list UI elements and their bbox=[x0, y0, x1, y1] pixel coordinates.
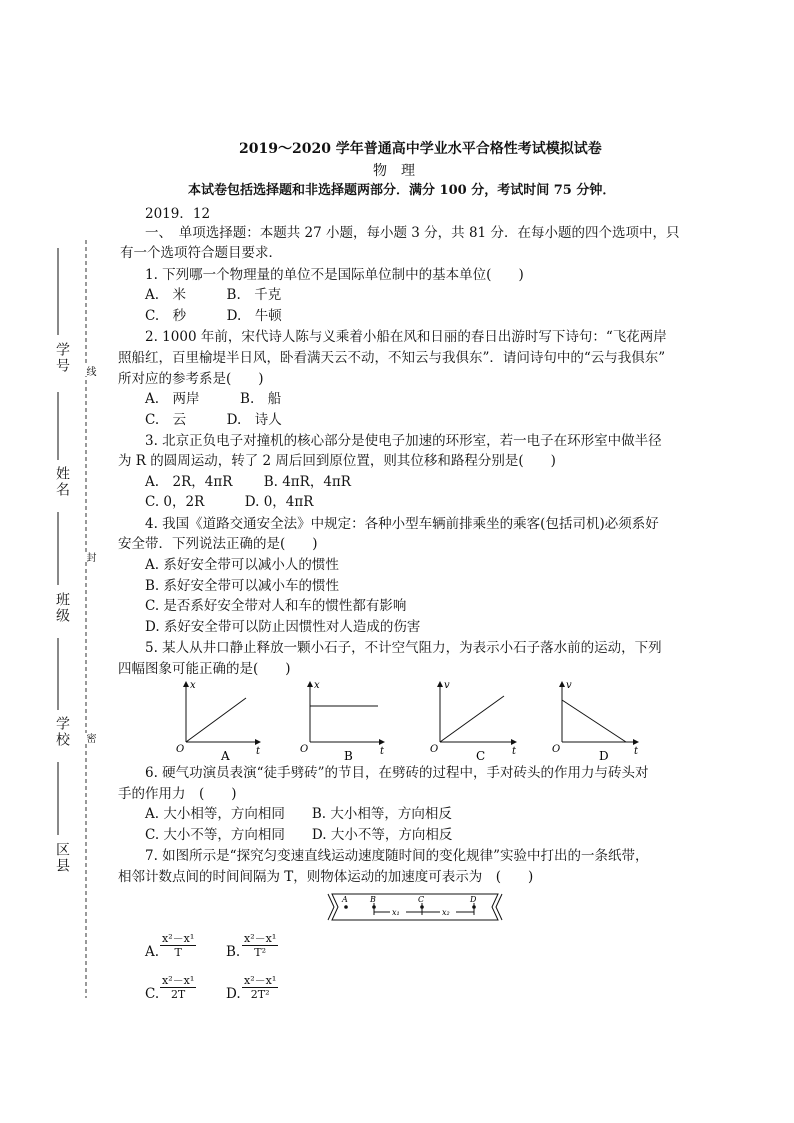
q5-graph-d-ylabel: v bbox=[566, 680, 572, 691]
q5-graph-b-label: B bbox=[344, 749, 353, 763]
exam-instructions: 本试卷包括选择题和非选择题两部分．满分 100 分，考试时间 75 分钟． bbox=[188, 183, 616, 198]
q7-tape-point-a bbox=[344, 905, 348, 909]
seal-mark-line: 线 bbox=[84, 366, 95, 376]
q1-options-cd: C. 秒 D. 牛顿 bbox=[145, 308, 282, 324]
seal-mark-secret: 密 bbox=[84, 733, 95, 743]
q5-graph-c bbox=[430, 680, 517, 763]
q5-graph-c-ylabel: v bbox=[444, 680, 450, 691]
q7-option-d-letter: D. bbox=[226, 986, 241, 1002]
q3-stem-2: 为 R 的圆周运动，转了 2 周后回到原位置，则其位移和路程分别是( ) bbox=[118, 453, 556, 469]
q4-option-a: A. 系好安全带可以减小人的惯性 bbox=[145, 557, 339, 573]
q5-stem-2: 四幅图象可能正确的是( ) bbox=[118, 661, 291, 677]
section1-heading: 一、 单项选择题：本题共 27 小题，每小题 3 分，共 81 分．在每小题的四个选项中，只 bbox=[145, 225, 680, 241]
q7-option-c-letter: C. bbox=[145, 986, 160, 1002]
q5-graph-c-label: C bbox=[476, 749, 486, 763]
q5-graph-d-line bbox=[562, 700, 626, 742]
class-label: 班级 bbox=[54, 592, 70, 624]
q7-option-c-fraction bbox=[160, 974, 196, 1001]
q7-tape-label-b: B bbox=[370, 895, 376, 904]
q4-stem-1: 4. 我国《道路交通安全法》中规定：各种小型车辆前排乘坐的乘客(包括司机)必须系好 bbox=[145, 516, 659, 532]
q7-stem-2: 相邻计数点间的时间间隔为 T，则物体运动的加速度可表示为 ( ) bbox=[118, 869, 534, 885]
q4-stem-2: 安全带．下列说法正确的是( ) bbox=[118, 536, 318, 552]
student-id-label: 学号 bbox=[54, 342, 70, 374]
q3-stem-1: 3. 北京正负电子对撞机的核心部分是使电子加速的环形室，若一电子在环形室中做半径 bbox=[145, 433, 662, 449]
q7-tape-x2: x₂ bbox=[442, 908, 450, 917]
q2-stem-2: 照船红，百里榆堤半日风，卧看满天云不动，不知云与我俱东”．请问诗句中的“云与我俱东” bbox=[118, 350, 666, 366]
q4-option-d: D. 系好安全带可以防止因惯性对人造成的伤害 bbox=[145, 619, 421, 635]
q7-tape-label-c: C bbox=[418, 895, 425, 904]
q7-option-b-numerator: x²－x¹ bbox=[244, 932, 277, 945]
q6-stem-1: 6. 硬气功演员表演“徒手劈砖”的节目，在劈砖的过程中，手对砖头的作用力与砖头对 bbox=[145, 765, 649, 781]
q5-graph-c-origin: O bbox=[430, 744, 439, 755]
q7-paper-tape bbox=[326, 890, 506, 924]
q7-option-b-letter: B. bbox=[226, 944, 241, 960]
q1-options-ab: A. 米 B. 千克 bbox=[145, 287, 282, 303]
q6-options-cd: C. 大小不等，方向相同 D. 大小不等，方向相反 bbox=[145, 827, 453, 843]
q5-graph-a-ylabel: x bbox=[190, 680, 196, 691]
q7-tape-label-d: D bbox=[470, 895, 477, 904]
q5-graph-a-label: A bbox=[221, 749, 230, 763]
q5-graph-a-origin: O bbox=[176, 744, 185, 755]
q5-graph-d-label: D bbox=[599, 749, 609, 763]
q5-graph-d bbox=[552, 680, 639, 763]
q7-option-c-denominator: 2T bbox=[170, 988, 186, 1001]
q7-option-a-letter: A. bbox=[145, 944, 160, 960]
q7-stem-1: 7. 如图所示是“探究匀变速直线运动速度随时间的变化规律”实验中打出的一条纸带， bbox=[145, 848, 649, 864]
q7-option-b-fraction bbox=[242, 932, 278, 959]
q7-tape-label-a: A bbox=[342, 895, 348, 904]
q5-graph-b-ylabel: x bbox=[314, 680, 320, 691]
q5-graph-d-xlabel: t bbox=[634, 746, 639, 757]
q5-graph-b-xlabel: t bbox=[380, 746, 385, 757]
q2-stem-3: 所对应的参考系是( ) bbox=[118, 371, 264, 387]
subject-title: 物 理 bbox=[373, 163, 415, 179]
exam-title: 2019～2020 学年普通高中学业水平合格性考试模拟试卷 bbox=[239, 141, 602, 157]
q3-options-ab: A. 2R，4πR B. 4πR，4πR bbox=[145, 474, 351, 490]
q5-graph-c-xlabel: t bbox=[512, 746, 517, 757]
q5-graphs bbox=[160, 676, 660, 766]
q5-graph-a bbox=[176, 680, 261, 763]
q5-graph-b bbox=[300, 680, 385, 763]
q5-graph-a-line bbox=[186, 698, 246, 742]
district-label: 区县 bbox=[54, 842, 70, 874]
q4-option-b: B. 系好安全带可以减小车的惯性 bbox=[145, 578, 340, 594]
q5-graph-c-line bbox=[440, 696, 504, 742]
q3-options-cd: C. 0，2R D. 0，4πR bbox=[145, 494, 314, 510]
school-label: 学校 bbox=[54, 716, 70, 748]
q2-stem-1: 2. 1000 年前，宋代诗人陈与义乘着小船在风和日丽的春日出游时写下诗句：“飞花两岸 bbox=[145, 329, 667, 345]
exam-date: 2019．12 bbox=[145, 206, 211, 222]
q7-option-b-denominator: T² bbox=[254, 946, 266, 959]
q7-option-a-numerator: x²－x¹ bbox=[162, 932, 195, 945]
section1-heading-cont: 有一个选项符合题目要求． bbox=[120, 245, 282, 261]
q5-graph-d-origin: O bbox=[552, 744, 561, 755]
name-label: 姓名 bbox=[54, 466, 70, 498]
q7-option-a-fraction bbox=[160, 932, 196, 959]
q7-option-a-denominator: T bbox=[174, 946, 182, 959]
q6-stem-2: 手的作用力 ( ) bbox=[118, 786, 237, 802]
q7-option-d-denominator: 2T² bbox=[250, 988, 270, 1001]
seal-mark-seal: 封 bbox=[84, 552, 95, 562]
q1-stem: 1. 下列哪一个物理量的单位不是国际单位制中的基本单位( ) bbox=[145, 267, 524, 283]
q5-graph-b-origin: O bbox=[300, 744, 309, 755]
q2-options-cd: C. 云 D. 诗人 bbox=[145, 412, 282, 428]
q4-option-c: C. 是否系好安全带对人和车的惯性都有影响 bbox=[145, 598, 407, 614]
q7-option-d-fraction bbox=[242, 974, 278, 1001]
q5-graph-a-xlabel: t bbox=[256, 746, 261, 757]
q5-stem-1: 5. 某人从井口静止释放一颗小石子，不计空气阻力，为表示小石子落水前的运动，下列 bbox=[145, 640, 662, 656]
q6-options-ab: A. 大小相等，方向相同 B. 大小相等，方向相反 bbox=[145, 806, 452, 822]
q7-option-d-numerator: x²－x¹ bbox=[244, 974, 277, 987]
q2-options-ab: A. 两岸 B. 船 bbox=[145, 391, 282, 407]
q7-tape-x1: x₁ bbox=[392, 908, 400, 917]
q7-option-c-numerator: x²－x¹ bbox=[162, 974, 195, 987]
